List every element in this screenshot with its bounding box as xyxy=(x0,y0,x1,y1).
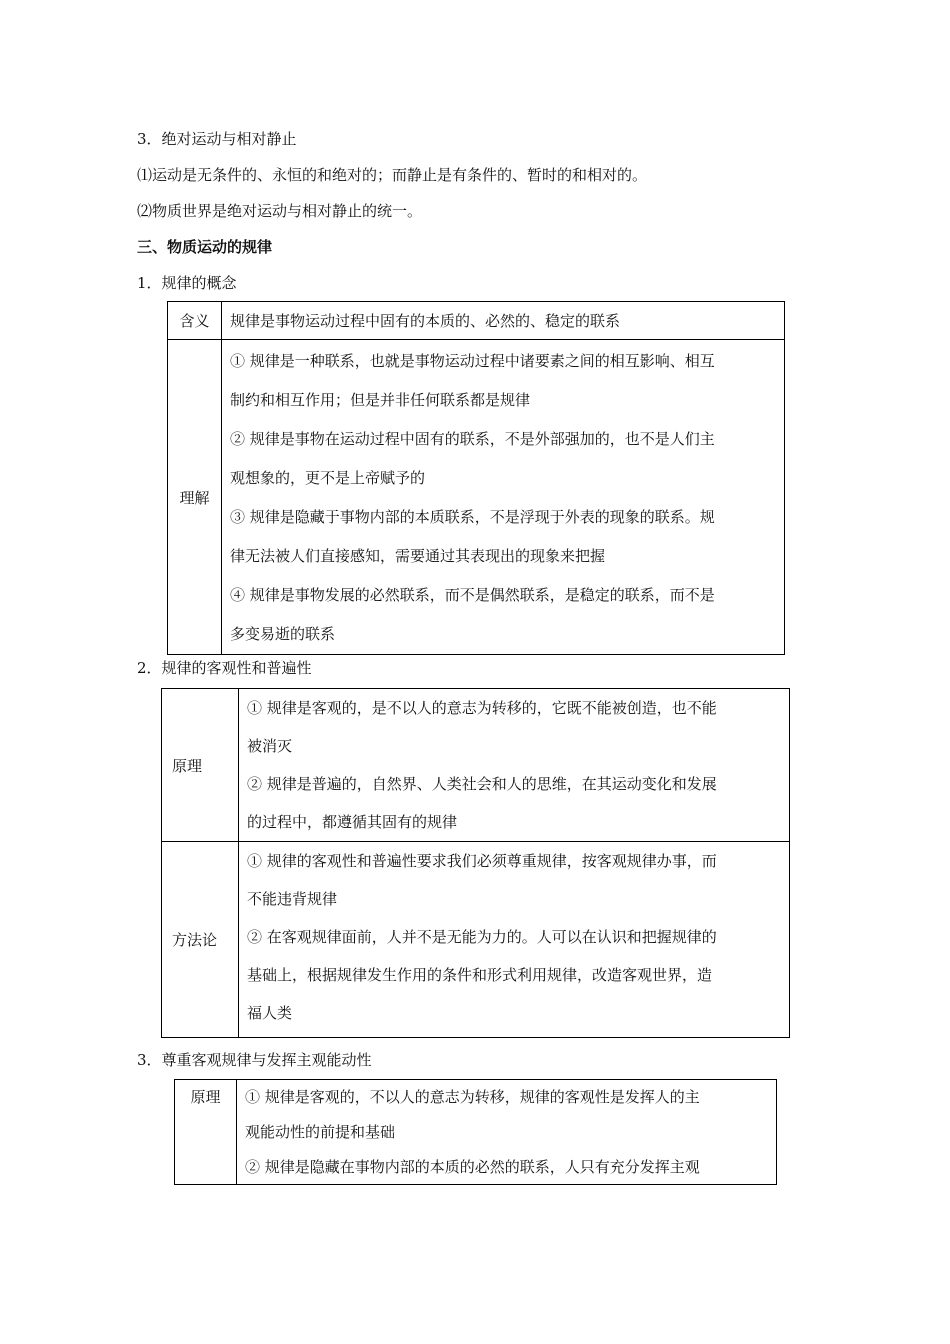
table-respect-law-initiative xyxy=(174,1079,777,1185)
subheading-respect-law-initiative: 3．尊重客观规律与发挥主观能动性 xyxy=(137,1051,372,1069)
cell-label-principle: 原理 xyxy=(162,689,239,842)
subheading-concept-of-law: 1．规律的概念 xyxy=(137,274,237,292)
text-line: ④ 规律是事物发展的必然联系，而不是偶然联系，是稳定的联系，而不是 xyxy=(230,586,715,604)
text-line: ② 在客观规律面前，人并不是无能为力的。人可以在认识和把握规律的 xyxy=(247,928,717,946)
text-line: 的过程中，都遵循其固有的规律 xyxy=(247,813,458,831)
part-heading-laws-of-motion: 三、物质运动的规律 xyxy=(137,238,273,256)
table-concept-of-law xyxy=(167,301,785,655)
table-row-principle xyxy=(162,689,790,842)
text-line: 福人类 xyxy=(247,1004,293,1022)
cell-principle-content xyxy=(237,1080,777,1185)
table-row-understanding xyxy=(168,340,785,655)
paragraph-motion-unconditional: ⑴运动是无条件的、永恒的和绝对的；而静止是有条件的、暂时的和相对的。 xyxy=(137,166,648,184)
text-line: 被消灭 xyxy=(247,737,293,755)
table-row-principle xyxy=(175,1080,777,1185)
text-line: ② 规律是隐藏在事物内部的本质的必然的联系，人只有充分发挥主观 xyxy=(245,1158,700,1176)
table-row-meaning xyxy=(168,302,785,340)
cell-methodology-content xyxy=(239,842,790,1038)
text-line: 制约和相互作用；但是并非任何联系都是规律 xyxy=(230,391,531,409)
text-line: ③ 规律是隐藏于事物内部的本质联系，不是浮现于外表的现象的联系。规 xyxy=(230,508,715,526)
section-heading-absolute-motion: 3．绝对运动与相对静止 xyxy=(137,130,297,148)
text-line: ① 规律是客观的，是不以人的意志为转移的，它既不能被创造，也不能 xyxy=(247,699,717,717)
subheading-objectivity-universality: 2．规律的客观性和普遍性 xyxy=(137,659,312,677)
text-line: 律无法被人们直接感知，需要通过其表现出的现象来把握 xyxy=(230,547,606,565)
text-line: ① 规律是客观的，不以人的意志为转移，规律的客观性是发挥人的主 xyxy=(245,1088,700,1106)
text-line: 基础上，根据规律发生作用的条件和形式利用规律，改造客观世界，造 xyxy=(247,966,713,984)
text-line: ② 规律是普遍的，自然界、人类社会和人的思维，在其运动变化和发展 xyxy=(247,775,717,793)
text-line: 观能动性的前提和基础 xyxy=(245,1123,396,1141)
text-line: 观想象的，更不是上帝赋予的 xyxy=(230,469,426,487)
cell-principle-content xyxy=(239,689,790,842)
text-line: ② 规律是事物在运动过程中固有的联系，不是外部强加的，也不是人们主 xyxy=(230,430,715,448)
paragraph-unity-of-motion-rest: ⑵物质世界是绝对运动与相对静止的统一。 xyxy=(137,202,423,220)
cell-meaning-text: 规律是事物运动过程中固有的本质的、必然的、稳定的联系 xyxy=(222,302,785,340)
cell-label-understanding: 理解 xyxy=(168,340,222,655)
cell-understanding-content xyxy=(222,340,785,655)
cell-label-meaning: 含义 xyxy=(168,302,222,340)
cell-label-methodology: 方法论 xyxy=(162,842,239,1038)
text-line: 多变易逝的联系 xyxy=(230,625,336,643)
text-line: ① 规律是一种联系，也就是事物运动过程中诸要素之间的相互影响、相互 xyxy=(230,352,715,370)
cell-label-principle: 原理 xyxy=(175,1080,237,1185)
table-row-methodology xyxy=(162,842,790,1038)
text-line: ① 规律的客观性和普遍性要求我们必须尊重规律，按客观规律办事，而 xyxy=(247,852,717,870)
table-objectivity-universality xyxy=(161,688,790,1038)
text-line: 不能违背规律 xyxy=(247,890,338,908)
